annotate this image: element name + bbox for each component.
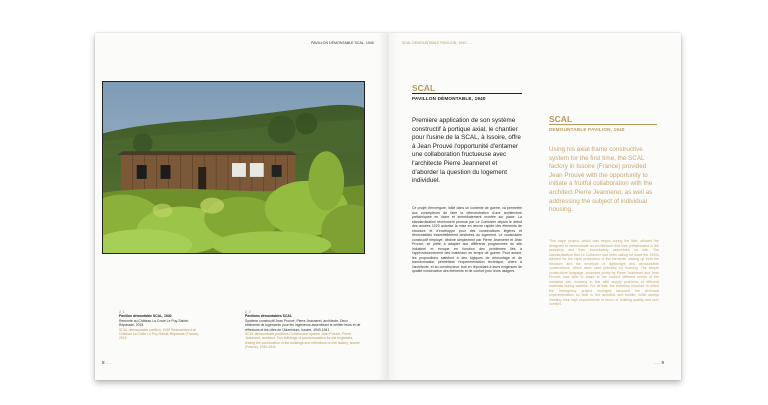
caption-text-en: SCAL demountable pavilion, 1940 Reassembled at Château La Coste Le Puy-Sainte-Réparade (France), 2015 [119, 327, 200, 341]
caption-title: Pavillons démontables SCAL [245, 314, 292, 319]
intro-en: Using his axial frame constructive system for the first time, the SCAL factory in Issoire (France) provided Jean Prouvé with the opportunity to initiate a fruitful collaboration with the architect Pierre Jeanneret, as well as addressing the subject of individual housing. [549, 146, 653, 214]
left-page [95, 33, 388, 380]
caption-1 [119, 310, 204, 341]
page-number-right: 9 [661, 360, 665, 365]
dots-ornament: ..... [654, 360, 662, 365]
dots-ornament: ..... [467, 41, 473, 45]
dots-ornament: ..... [105, 360, 113, 365]
dots-ornament: ..... [303, 41, 310, 45]
running-head-right-text: SCAL DEMOUNTABLE PAVILION, 1940 [402, 41, 467, 45]
heading-fr: SCAL [412, 83, 436, 93]
intro-fr: Première application de son système constructif à portique axial, le chantier pour l'usine de la SCAL, à Issoire, offre à Jean Prouvé l'opportunité d'entamer une collaboration fructueuse avec l'architecte Pierre Jeanneret et d'aborder la question du logement individuel. [412, 117, 521, 185]
caption-text-en: SCAL demountable pavilions Construction system Jean Prouvé, Pierre Jeanneret, architect. Two buildings of accommodation for the engineers, testing the construction of the buildings and reflections on the factory, Issoire (France), 1940-1941 [245, 332, 360, 350]
caption-text-fr: Système constructif Jean Prouvé, Pierre Jeanneret, architecte. Deux bâtiments de logements pour les ingénieurs assemblant le vérifier leurs et de réflexions et les cités de l'Aluminium, Issoire, 1940-1941 [245, 318, 361, 332]
body-text-fr: Ce projet d'envergure, initié dans un contexte de guerre, va permettre aux concepteurs de faire la démonstration d'une architecture préfabriquée en usine et immédiatement montée sur place. La standardisation récemment promue par Le Corbusier depuis le début des années 1920 autorise la mise en œuvre rapide des éléments de structure et d'enveloppe pour des constructions légères et démontables essentiellement destinées au logement. Le vocabulaire constructif employé, décliné simplement par Pierre Jeanneret et Jean Prouvé, se prête à adapter aux différents programmes du site industriel et évoque en fonction des problèmes liés à l'approvisionnement des matériaux en temps de guerre. Pour autant, les propositions satisfont à des logiques de démontage et de transformation permettant l'expérimentation technique, chère à l'architecte, et au constructeur, tout en répondant à leurs exigences de qualité constructive des éléments et de confort pour leurs usagers. [412, 206, 522, 273]
caption-2 [245, 310, 361, 350]
caption-title: Pavillon démontable SCAL, 1940 [119, 314, 172, 319]
running-head-left-text: PAVILLON DÉMONTABLE SCAL, 1940 [311, 41, 374, 45]
subheading-fr: PAVILLON DÉMONTABLE, 1940 [412, 96, 486, 101]
caption-number: 2_1 [119, 310, 125, 314]
body-text-en: This major project, which was begun during the War, allowed the designers to demonstrate an architecture that was prefabricated in the workshop and then immediately assembled on site. The standardisation that Le Corbusier had been calling for since the 1920s allowed for the rapid production of the elements making up both the structure and the envelope of lightweight and demountable constructions, which were used primarily for housing. The simple constructive language, proposed jointly by Pierre Jeanneret and Jean Prouvé, was able to adapt to the various different needs of the industrial site, evolving in line with supply problems of different materials during wartime. For all that, the essential structure in which the emergency project emerged favoured the technical experimentation so dear to the architect and builder, while always meeting their high requirements in terms of building quality and user comfort. [549, 239, 659, 306]
folio-right [654, 360, 664, 365]
rule-en [549, 124, 657, 125]
caption-number: 2_2 [245, 310, 251, 314]
caption-text-fr: Remonté au Château La Coste Le Puy-Sainte-Réparade, 2015 [119, 318, 190, 328]
book-spread [95, 33, 681, 380]
pavilion-in-vineyard-image [103, 82, 364, 253]
running-head-left [303, 41, 374, 45]
pavilion-photo [102, 81, 365, 254]
page-number-left: 8 [102, 360, 105, 365]
running-head-right [402, 41, 472, 45]
right-page [388, 33, 681, 380]
rule-fr [412, 93, 522, 94]
folio-left [102, 360, 112, 365]
heading-en: SCAL [549, 114, 573, 124]
subheading-en: DEMOUNTABLE PAVILION, 1940 [549, 127, 625, 132]
